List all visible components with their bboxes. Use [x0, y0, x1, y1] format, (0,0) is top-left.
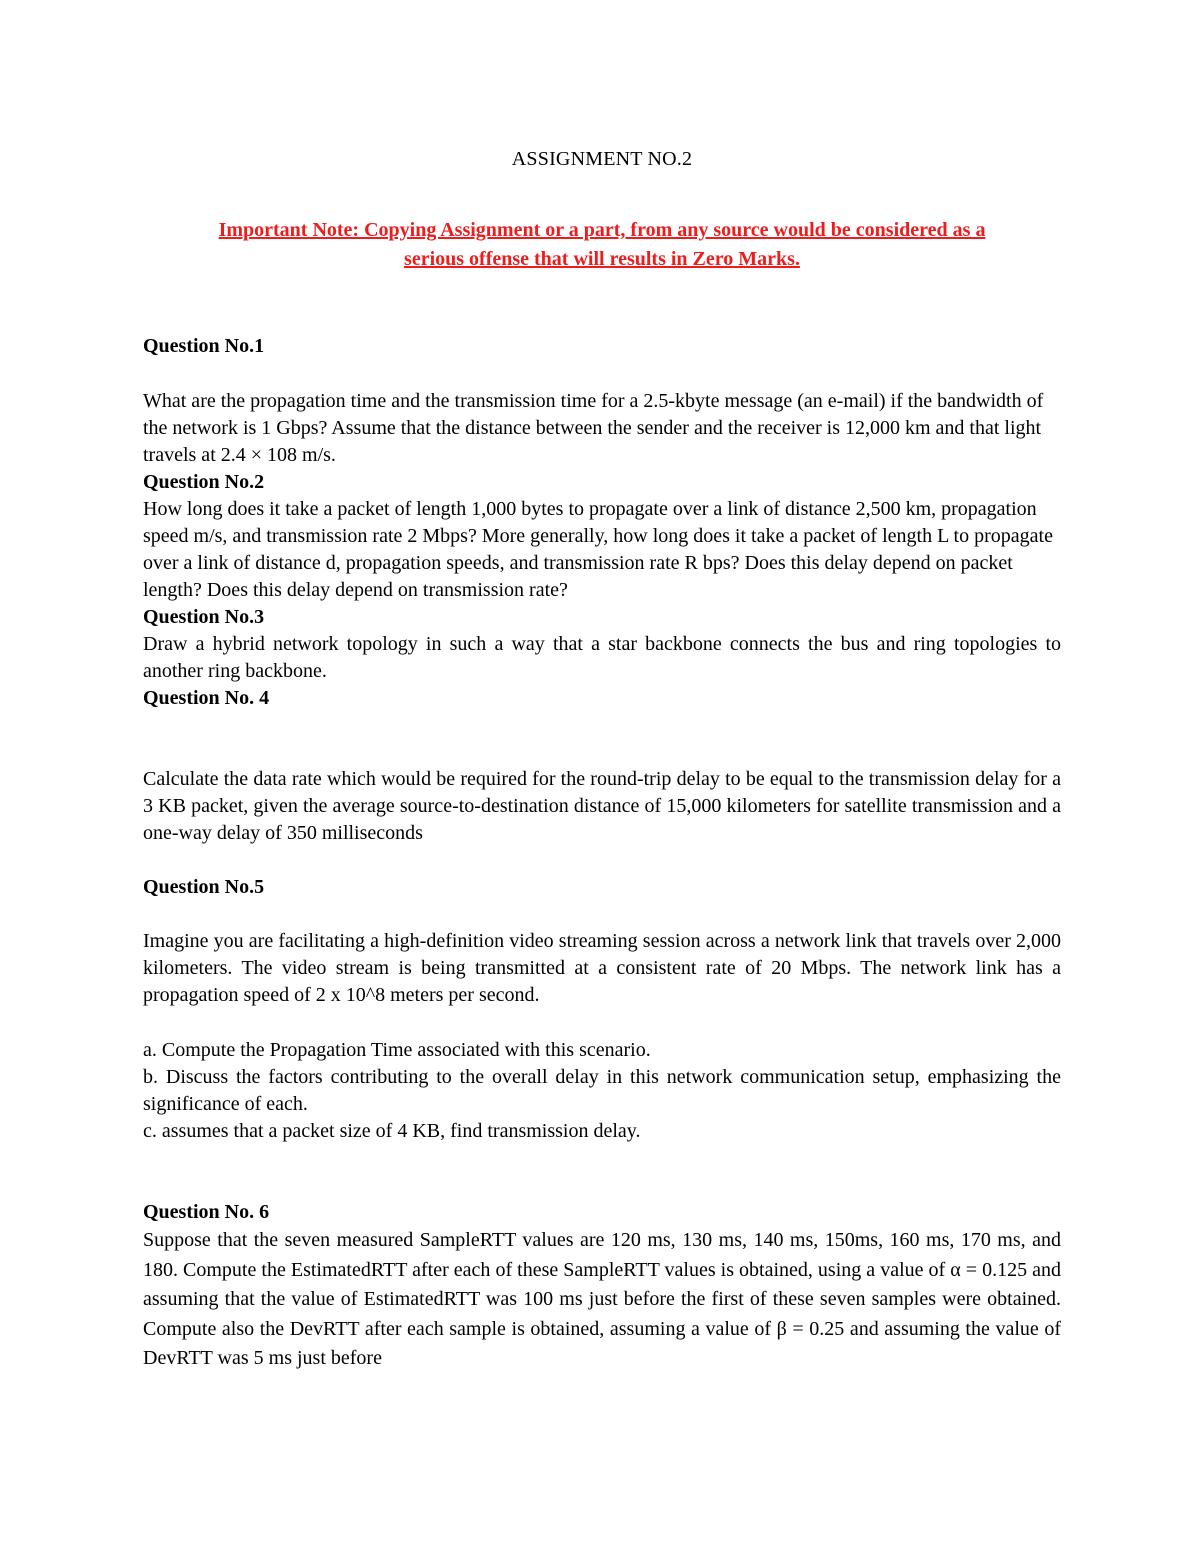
question-4-body-block [143, 766, 1061, 847]
question-4-heading: Question No. 4 [143, 687, 270, 709]
important-note-line-2: serious offense that will results in Zero Marks. [404, 248, 800, 270]
question-6 [143, 1199, 1061, 1226]
question-6-heading: Question No. 6 [143, 1201, 270, 1223]
question-5-body: Imagine you are facilitating a high-definition video streaming session across a network link that travels over 2,000 kilometers. The video stream is being transmitted at a consistent rate of 20 Mbps. The network link has a propagation speed of 2 x 10^8 meters per second. [143, 930, 1061, 1006]
question-5-body-block [143, 928, 1061, 1009]
document-page [143, 0, 1061, 1553]
question-1-heading: Question No.1 [143, 335, 265, 357]
assignment-title: ASSIGNMENT NO.2 [511, 148, 693, 170]
question-5-part-a: a. Compute the Propagation Time associated with this scenario. [143, 1039, 651, 1061]
question-5-part-c: c. assumes that a packet size of 4 KB, find transmission delay. [143, 1120, 641, 1142]
question-6-body-block [143, 1226, 1061, 1374]
question-6-body: Suppose that the seven measured SampleRTT values are 120 ms, 130 ms, 140 ms, 150ms, 160 ms, 170 ms, and 180. Compute the EstimatedRTT after each of these SampleRTT values is obtained, using a value of α = 0.125 and assuming that the value of EstimatedRTT was 100 ms just before the first of these seven samples were obtained. Compute also the DevRTT after each sample is obtained, assuming a value of β = 0.25 and assuming the value of DevRTT was 5 ms just before [143, 1229, 1061, 1369]
question-5-parts [143, 1037, 1061, 1145]
question-5 [143, 874, 1061, 901]
question-3-body: Draw a hybrid network topology in such a way that a star backbone connects the bus and ring topologies to another ring backbone. [143, 633, 1061, 682]
question-1-body-block [143, 388, 1061, 712]
question-2-heading: Question No.2 [143, 471, 265, 493]
question-1-body: What are the propagation time and the transmission time for a 2.5-kbyte message (an e-mail) if the bandwidth of the network is 1 Gbps? Assume that the distance between the sender and the receiver is 12,000 km and that light travels at 2.4 × 108 m/s. [143, 390, 1044, 466]
important-note [143, 216, 1061, 274]
question-2-body: How long does it take a packet of length 1,000 bytes to propagate over a link of distance 2,500 km, propagation speed m/s, and transmission rate 2 Mbps? More generally, how long does it take a packet of length L to propagate over a link of distance d, propagation speeds, and transmission rate R bps? Does this delay depend on packet length? Does this delay depend on transmission rate? [143, 498, 1053, 601]
question-4-body: Calculate the data rate which would be required for the round-trip delay to be equal to the transmission delay for a 3 KB packet, given the average source-to-destination distance of 15,000 kilometers for satellite transmission and a one-way delay of 350 milliseconds [143, 768, 1061, 844]
important-note-line-1: Important Note: Copying Assignment or a part, from any source would be considered as a [218, 219, 986, 241]
question-5-part-b: b. Discuss the factors contributing to the overall delay in this network communication setup, emphasizing the significance of each. [143, 1066, 1061, 1115]
question-1 [143, 333, 1061, 360]
question-3-heading: Question No.3 [143, 606, 265, 628]
question-5-heading: Question No.5 [143, 876, 265, 898]
